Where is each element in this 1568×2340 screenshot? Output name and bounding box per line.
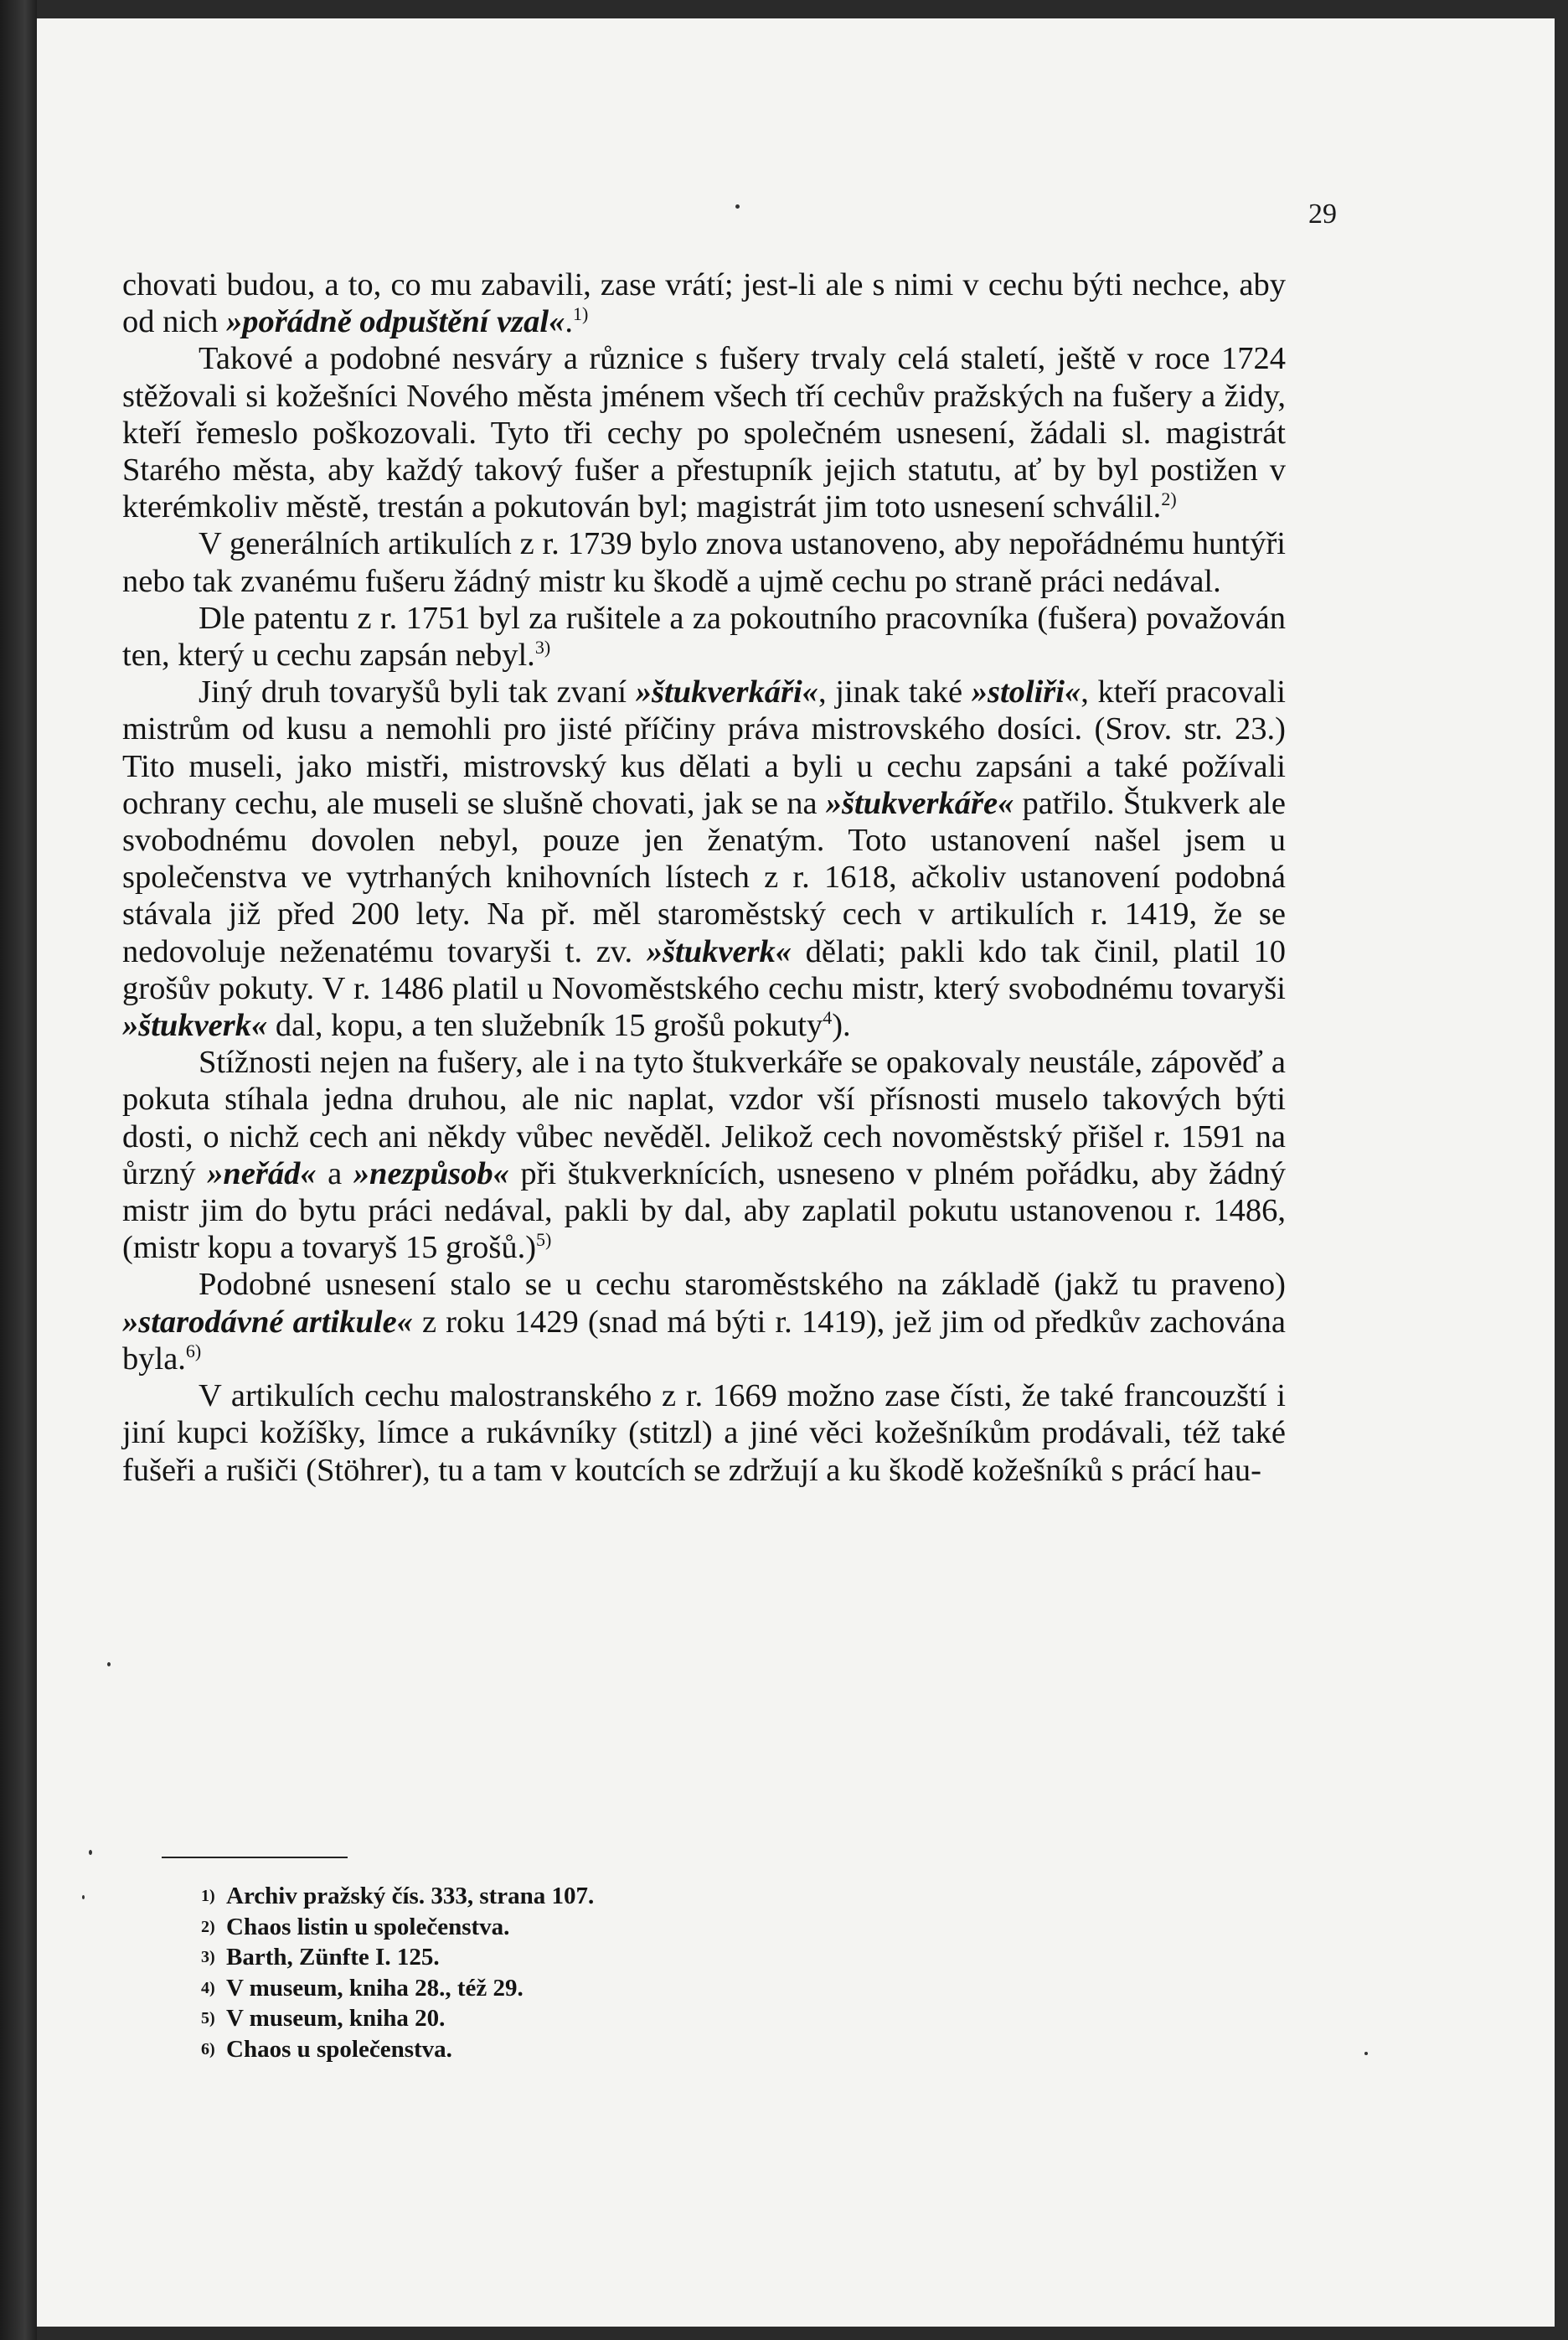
text-run: V artikulích cechu malostranského z r. 1669 možno zase čísti, že také francouzští i jiní kupci kožíšky, límce a rukávníky (stitzl) a jiné věci kožešníkům prodávali, též také fušeři a rušiči (Stöhrer), tu a tam v koutcích se zdržují a ku škodě kožešníků s prácí hau- [122,1378,1286,1488]
footnote [201,2003,955,2034]
text-run: , kteří pracovali mistrům od kusu a nemohli pro jisté příčiny práva mistrovského dosíci. (Srov. str. 23.) Tito museli, jako mistři, mistrovský kus dělati a byli u cechu zapsáni a také požívali ochrany cechu, ale museli se slušně chovati, jak se na [122,674,1287,821]
footnote-marker: 6) [201,2039,215,2058]
footnote-text: Chaos listin u společenstva. [226,1913,510,1940]
paragraph [122,1044,1286,1266]
paragraph [122,340,1286,525]
emphasized-term: »stoliři« [971,674,1081,710]
footnote-separator [162,1857,348,1858]
emphasized-term: »neřád« [207,1155,317,1191]
text-run: Dle patentu z r. 1751 byl za rušitele a za pokoutního pracovníka (fušera) považován ten, který u cechu zapsán nebyl. [122,600,1286,674]
footnote-text: Archiv pražský čís. 333, strana 107. [226,1883,595,1909]
paragraph [122,600,1286,674]
paragraph [122,1266,1286,1377]
footnote-text: V museum, kniha 20. [226,2005,446,2033]
text-run: , jinak také [818,674,972,710]
text-run: Jiný druh tovaryšů byli tak zvaní [199,674,636,710]
emphasized-term: »starodávné artikule« [122,1304,413,1340]
footnote [201,1912,955,1943]
paragraph [122,266,1286,340]
scan-speck [82,1895,85,1899]
text-run: Podobné usnesení stalo se u cechu staroměstského na základě (jakž tu praveno) [199,1267,1286,1303]
footnotes [201,1881,955,2065]
text-run: patřilo. Štukverk ale svobodnému dovolen nebyl, pouze jen ženatým. Toto ustanovení našel jsem u společenstva ve vytrhaných knihovních lístech z r. 1618, ačkoliv ustanovení podobná stávala již před 200 lety. Na př. měl staroměstský cech v artikulích r. 1419, že se nedovoluje neženatému tovaryši t. zv. [122,785,1286,969]
footnote-reference: 6) [185,1340,202,1361]
footnote-marker: 2) [201,1917,215,1936]
page-number: 29 [1308,199,1337,230]
paragraph [122,1377,1286,1489]
text-run: při štukverknících, usneseno v plném pořádku, aby žádný mistr jim do bytu práci nedával, pakli by dal, aby zaplatil pokutu ustanovenou r. 1486, (mistr kopu a tovaryš 15 grošů.) [122,1155,1286,1266]
emphasized-term: »štukverk« [122,1008,268,1044]
footnote [201,2034,955,2065]
text-run: . [565,304,573,340]
footnote [201,1973,955,2004]
scan-speck [735,204,740,209]
footnote-text: Barth, Zünfte I. 125. [226,1944,440,1971]
footnote [201,1881,955,1912]
scan-speck [1364,2052,1368,2055]
text-run: ). [832,1008,851,1044]
text-run: chovati budou, a to, co mu zabavili, zase vrátí; jest-li ale s nimi v cechu býti nechce, aby od nich [122,267,1286,340]
footnote [201,1942,955,1973]
text-run: dal, kopu, a ten služebník 15 grošů pokuty [267,1008,823,1044]
emphasized-term: »štukverk« [646,933,792,969]
scan-speck [107,1662,111,1666]
footnote-marker: 3) [201,1948,215,1967]
text-run: z roku 1429 (snad má býti r. 1419), jež jim od předkův zachována byla. [122,1304,1286,1377]
paragraph [122,525,1286,599]
footnote-reference: 1) [572,303,589,325]
text-run: dělati; pakli kdo tak činil, platil 10 grošův pokuty. V r. 1486 platil u Novoměstského cechu mistr, který svobodnému tovaryši [122,933,1286,1006]
footnote-text: V museum, kniha 28., též 29. [226,1974,524,2002]
body-text [122,266,1286,1489]
footnote-marker: 1) [201,1887,215,1905]
text-run: a [316,1155,353,1191]
text-run: Takové a podobné nesváry a různice s fušery trvaly celá staletí, ještě v roce 1724 stěžovali si kožešníci Nového města jménem všech tří cechův pražských na fušery a židy, kteří řemeslo poškozovali. Tyto tři cechy po společném usnesení, žádali sl. magistrát Starého města, aby každý takový fušer a přestupník jejich statutu, ať by byl postižen v kterémkoliv městě, trestán a pokutován byl; magistrát jim toto usnesení schválil. [122,341,1286,525]
footnote-reference: 3) [534,637,551,659]
footnote-text: Chaos u společenstva. [226,2035,452,2063]
emphasized-term: »nezpůsob« [353,1155,509,1191]
footnote-reference: 4 [823,1007,833,1029]
scan-speck [89,1850,92,1855]
footnote-reference: 5) [536,1229,552,1251]
emphasized-term: »pořádně odpuštění vzal« [226,304,565,340]
footnote-marker: 5) [201,2009,215,2028]
scan-edge-left [0,0,37,2340]
footnote-marker: 4) [201,1978,215,1997]
text-run: Stížnosti nejen na fušery, ale i na tyto štukverkáře se opakovaly neustále, zápověď a pokuta stíhala jedna druhou, ale nic naplat, vzdor vší přísnosti muselo takových býti dosti, o nichž cech ani někdy vůbec nevěděl. Jelikož cech novoměstský přišel r. 1591 na ůrzný [122,1045,1286,1191]
emphasized-term: »štukverkáře« [825,785,1014,821]
emphasized-term: »štukverkáři« [635,674,818,710]
footnote-reference: 2) [1161,488,1177,510]
paragraph [122,674,1286,1044]
text-run: V generálních artikulích z r. 1739 bylo znova ustanoveno, aby nepořádnému huntýři nebo tak zvanému fušeru žádný mistr ku škodě a ujmě cechu po straně práci nedával. [122,526,1286,599]
